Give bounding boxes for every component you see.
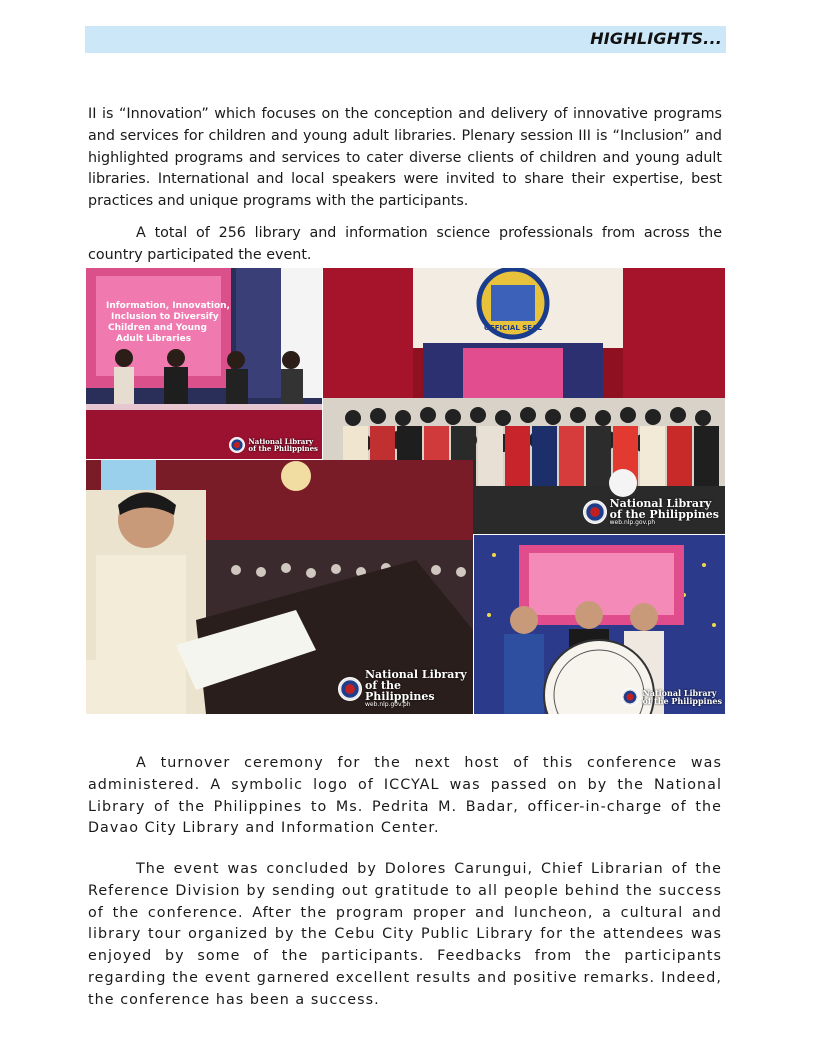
paragraph-turnover: A turnover ceremony for the next host of this conference was administered. A symbolic logo of ICCYAL was passed on by the National Library of the Philippines to Ms. Pedrita M. Badar, officer-in-charge of the Davao City Library and Information Center.	[88, 755, 722, 837]
nlp-watermark: National Library of the Philippines	[229, 437, 318, 453]
nlp-watermark: National Library of the Philippines web.nlp.gov.ph	[583, 498, 719, 526]
paragraph-conclusion: The event was concluded by Dolores Carungui, Chief Librarian of the Reference Division by sending out gratitude to all people behind the success of the conference. After the program proper and luncheon, a cultural and library tour organized by the Cebu City Public Library for the attendees was enjoyed by some of the participants. Feedbacks from the participants regarding the event garnered excellent results and positive remarks. Indeed, the conference has been a success.	[88, 861, 722, 1008]
svg-text:OFFICIAL SEAL: OFFICIAL SEAL	[484, 324, 542, 332]
nlp-seal-icon	[338, 677, 362, 701]
nlp-seal-icon	[621, 688, 639, 706]
photo-panel-speakers	[86, 268, 322, 459]
paragraph-participants: A total of 256 library and information science professionals from across the country participated the event.	[88, 225, 722, 263]
banner-text: Information, Innovation, Inclusion to Diversify Children and Young Adult Libraries	[106, 301, 230, 344]
nlp-seal-icon	[583, 500, 607, 524]
photo-speaker-podium	[86, 460, 473, 714]
photo-turnover-logo	[474, 535, 725, 714]
page-title: HIGHLIGHTS...	[590, 29, 722, 48]
nlp-watermark: National Library of the Philippines web.nlp.gov.ph	[338, 669, 473, 708]
header-bar	[85, 26, 726, 53]
nlp-seal-icon	[229, 437, 245, 453]
photo-collage	[86, 268, 725, 714]
paragraph-innovation: II is “Innovation” which focuses on the conception and delivery of innovative programs and services for children and young adult libraries. Plenary session III is “Inclusion” and highlighted programs and services to cater diverse clients of children and young adult libraries. International and local speakers were invited to share their expertise, best practices and unique programs with the participants.	[88, 106, 722, 210]
nlp-watermark: National Library of the Philippines	[621, 688, 722, 706]
